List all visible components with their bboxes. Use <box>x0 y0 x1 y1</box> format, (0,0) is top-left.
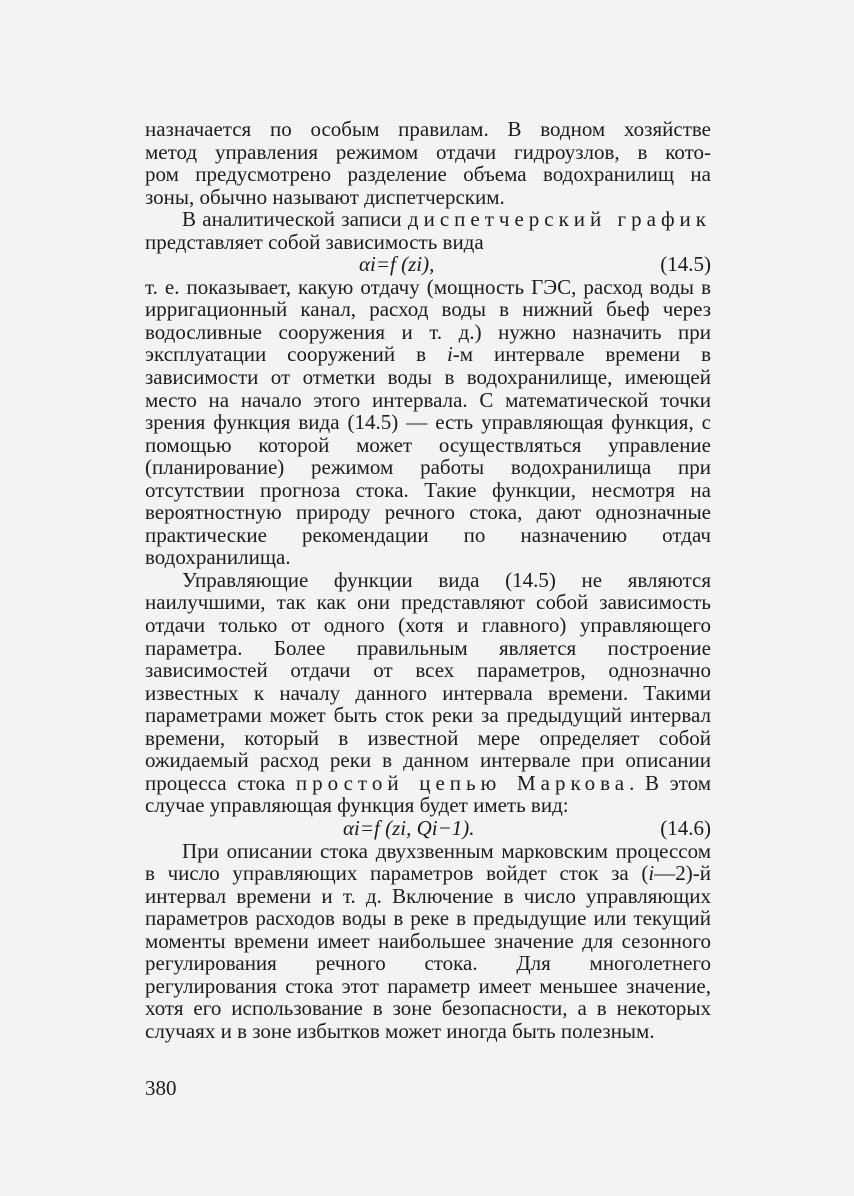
spaced-term: диспетчерский график <box>407 207 711 232</box>
formula-expression: αi=f (zi, Qi−1). <box>343 815 475 840</box>
formula-number: (14.6) <box>660 815 711 840</box>
italic-i: i <box>648 861 655 886</box>
text-run: т. е. показывает, какую отдачу (мощность ГЭС, расход воды в ирригационный канал, расход воды в нижний бьеф через водосливные сооружения и т. д.) нужно назначить при эксплуатации сооружений в <box>145 274 711 367</box>
paragraph-explanation <box>145 276 711 569</box>
paragraph-markov <box>145 840 711 1043</box>
italic-i: i <box>446 342 453 367</box>
text-run: -м интервале времени в зависимости от отметки воды в водохранилище, имеющей место на начало этого интервала. С математической точки зрения функция вида (14.5) — есть управляющая функция, с помощью которой может осуществляться управление (планирование) режимом работы водохранилища при отсутствии прогноза стока. Такие функции, несмотря на вероятностную природу речного стока, дают однозначные практические рекомендации по назначению отдач водохранилища. <box>145 342 711 570</box>
body-text <box>145 118 711 1042</box>
formula-14-6 <box>145 817 711 840</box>
line-2: метод управления режимом отдачи гидроузлов, в кото- <box>145 139 711 164</box>
text-run: —2)-й интервал времени и т. д. Включение в число управляющих параметров расходов воды в реке в предыдущие или текущий моменты времени имеет наибольшее значение для сезонного регулирования речного стока. Для многолетнего регулирования стока этот параметр имеет меньшее значение, хотя его использование в зоне безопасности, а в некоторых случаях и в зоне избытков может иногда быть полезным. <box>145 861 711 1043</box>
text-run: При описании стока двухзвенным марковским процессом в число управляющих параметров войдет сток за ( <box>145 838 711 886</box>
paragraph-dispatch-graph <box>145 208 711 253</box>
line-3: ром предусмотрено разделение объема водохранилищ на <box>145 162 711 187</box>
text-run: представляет собой зависимость вида <box>145 229 484 254</box>
page-number: 380 <box>145 1076 177 1100</box>
formula-14-5 <box>145 253 711 276</box>
formula-number: (14.5) <box>660 252 711 277</box>
text-run: . В этом случае управляющая функция будет иметь вид: <box>145 770 712 818</box>
paragraph-continuation <box>145 118 711 208</box>
text-run: Управляющие функции вида (14.5) не являются наилучшими, так как они представляют собой зависимость отдачи только от одного (хотя и главного) управляющего параметра. Более правильным является построение зависимостей отдачи от всех параметров, однозначно известных к началу данного интервала времени. Такими параметрами может быть сток реки за предыдущий интервал времени, который в известной мере определяет собой ожидаемый расход реки в данном интервале при описании процесса стока <box>145 567 711 795</box>
spaced-term: простой цепью Маркова <box>295 770 630 795</box>
text-run: В аналитической записи <box>182 207 408 232</box>
line-4: зоны, обычно называют диспетчерским. <box>145 184 505 209</box>
line-1: назначается по особым правилам. В водном хозяйстве <box>145 117 711 141</box>
paragraph-control-functions <box>145 569 711 817</box>
formula-expression: αi=f (zi), <box>359 252 435 277</box>
